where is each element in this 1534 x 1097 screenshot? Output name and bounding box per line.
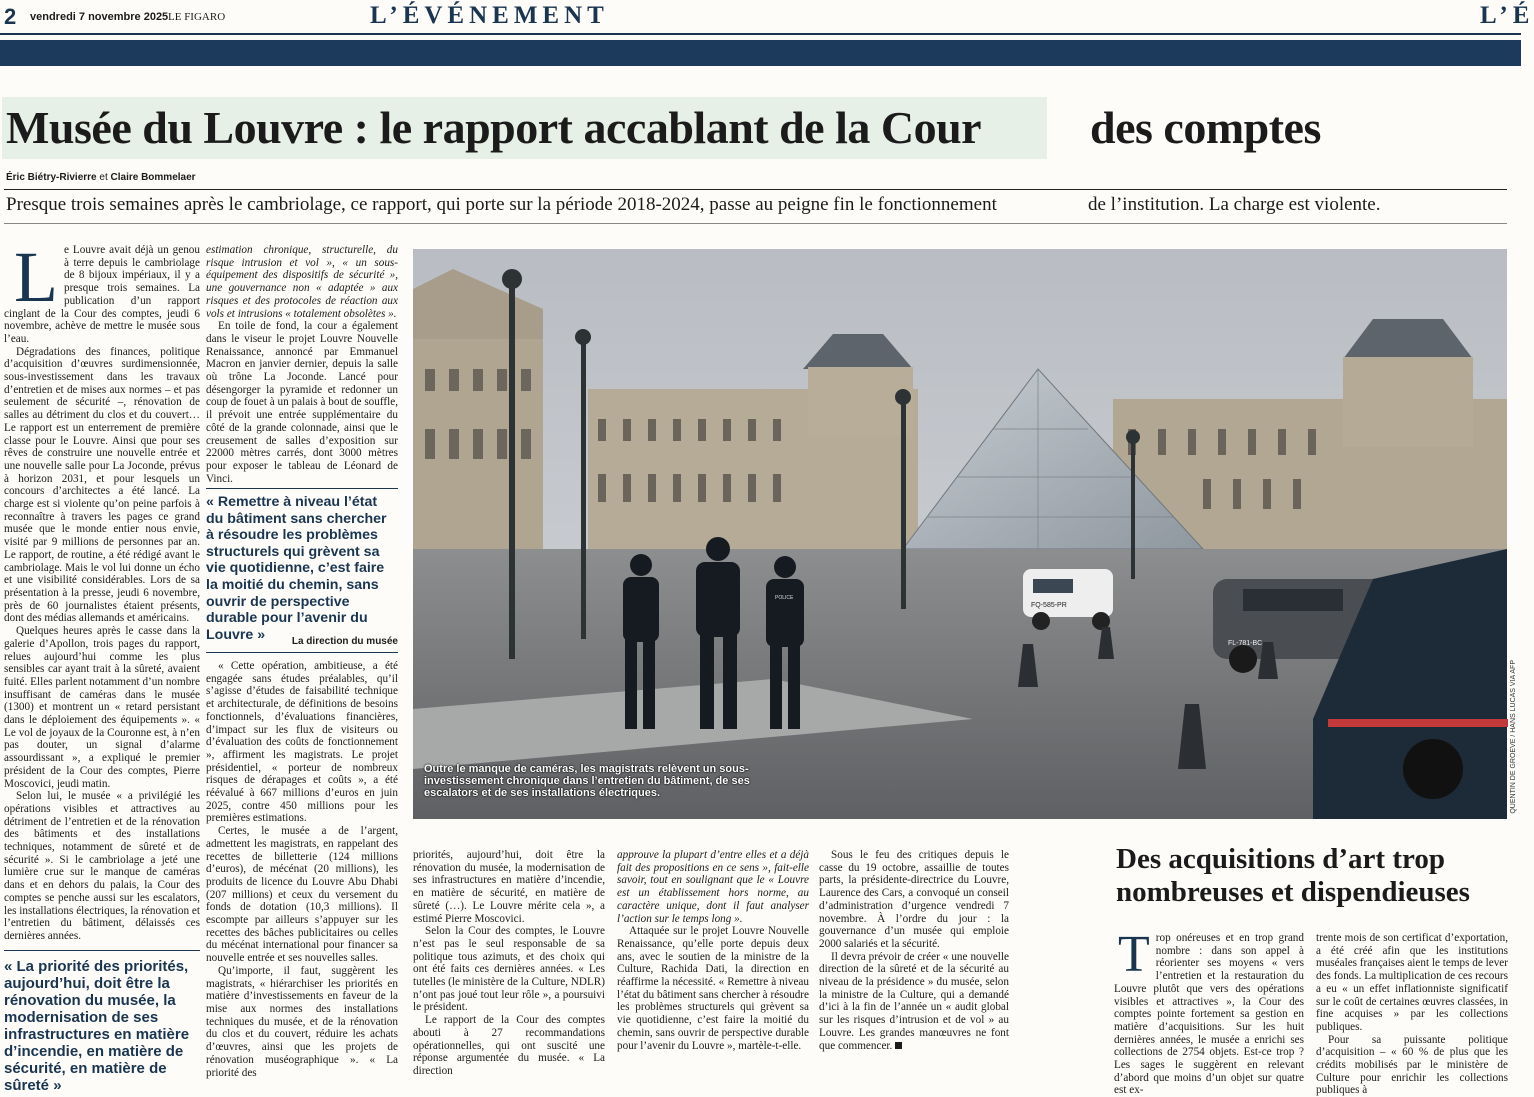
louvre-courtyard-image xyxy=(413,249,1507,819)
paragraph: Dégradations des finances, politique d’acquisition d’œuvres surdimensionnée, sous-investissement dans les travaux d’entretien et de mises aux normes – et pas seulement de sécurité –, rénovation de salles au détriment du clos et du couvert… Le rapport est un enterrement de première classe pour le Louvre. Ainsi que pour ses rêves de construire une nouvelle entrée et une nouvelle salle pour La Joconde, prévus à horizon 2031, et pour lesquels un concours d’architectes a été lancé. La charge est si violente qu’on peine parfois à reconnaître à travers les pages ce grand musée que le monde entier nous envie, visité par 9 millions de personnes par an. Le rapport, de routine, a été rédigé avant le cambriolage. Mais le vol lui donne un écho et une visibilité considérables. Lors de sa présentation à la presse, jeudi 6 novembre, près de 60 journalistes étaient présents, dont des médias allemands et américains. xyxy=(4,345,200,625)
paragraph: estimation chronique, structurelle, du risque intrusion et vol », « un sous-équipement des dispositifs de sécurité », une gouvernance non « adaptée » aux risques et des protocoles de réaction aux vols et intrusions « totalement obsolètes ». xyxy=(206,244,398,320)
byline xyxy=(6,172,196,183)
section-title: L’ÉVÉNEMENT xyxy=(370,2,609,29)
pullquote-attribution: La direction du musée xyxy=(291,636,398,647)
paragraph xyxy=(819,951,1009,1053)
page-number: 2 xyxy=(4,4,17,29)
paragraph-text: Il devra prévoir de créer « une nouvelle direction de la sûreté et de la sécurité au niveau de la présidence » du musée, selon la ministre de la Culture, qui a demandé d’ici à la fin de l’année un « audit global sur les risques d’intrusion et de vol » au Louvre. Les grandes manœuvres ne font que commencer. xyxy=(819,950,1009,1052)
box-headline: Des acquisitions d’art trop nombreuses et dispendieuses xyxy=(1116,843,1470,908)
headline-right: des comptes xyxy=(1090,102,1321,153)
section-title-right: L’É xyxy=(1480,2,1534,29)
article-column-5 xyxy=(819,849,1009,1052)
deck-rule xyxy=(4,223,1507,224)
paragraph: Selon la Cour des comptes, le Louvre n’est pas le seul responsable de sa politique tous azimuts, et des choix qui ont été faits ces dernières années. « Les tutelles (le ministère de la Culture, NDLR) n’ont pas joué tout leur rôle », a poursuivi le président. xyxy=(413,925,605,1014)
issue-date: vendredi 7 novembre 2025 xyxy=(30,11,169,23)
header-rule xyxy=(0,33,1521,35)
header-band xyxy=(0,40,1521,66)
louvre-photo xyxy=(413,249,1507,819)
pullquote-rule xyxy=(206,652,398,653)
pullquote-rule xyxy=(4,950,200,951)
headline-rule xyxy=(4,189,1507,190)
end-mark xyxy=(895,1042,902,1049)
paragraph: Le rapport de la Cour des comptes abouti à 27 recommandations opérationnelles, qui ont suscité une réponse argumentée du musée. « La direction xyxy=(413,1014,605,1077)
byline-author-2: Claire Bommelaer xyxy=(110,172,196,183)
paragraph: rop onéreuses et en trop grand nombre : dans son appel à réorienter ses moyens « vers l’entretien et la restauration du Louvre plutôt que vers des opérations visibles et attractives », la Cour des comptes pointe fortement sa gestion en matière d’acquisitions. Sur les huit dernières années, le musée a enrichi ses collections de 2754 objets. Est-ce trop ? Les sages le suggèrent en relevant d’abord que moins d’un objet sur quatre est ex- xyxy=(1114,932,1304,1097)
paragraph: approuve la plupart d’entre elles et a déjà fait des propositions en ce sens », fait-elle savoir, tout en soulignant que le « Louvre est un établissement hors norme, au caractère unique, dont il faut analyser l’action sur le temps long ». xyxy=(617,849,809,925)
paragraph: priorités, aujourd’hui, doit être la rénovation du musée, la modernisation de ses infrastructures en matière d’incendie, en matière de sécurité, en matière de sûreté (…). Le Louvre mérite cela », a estimé Pierre Moscovici. xyxy=(413,849,605,925)
deck-right: de l’institution. La charge est violente. xyxy=(1088,194,1381,215)
paragraph: Selon lui, le musée « a privilégié les opérations visibles et attractives au détriment de l’entretien et de la rénovation des bâtiments et des installations techniques, notamment de sûreté et de sécurité ». Si le cambriolage a jeté une lumière crue sur le manque de caméras dans et en dehors du palais, la Cour des comptes se penche aussi sur les escalators, les installations électriques, la rénovation et l’entretien du bâtiment, délaissés ces dernières années. xyxy=(4,790,200,942)
pullquote-1: « La priorité des priorités, aujourd’hui, doit être la rénovation du musée, la modernisation de ses infrastructures en matière d’incendie, en matière de sécurité, en matière de sûreté » xyxy=(4,958,190,1094)
article-column-2b xyxy=(206,660,398,1079)
paragraph: Sous le feu des critiques depuis le casse du 19 octobre, assaillie de toutes parts, la présidente-directrice du Louvre, Laurence des Cars, a convoqué un conseil d’administration d’urgence vendredi 7 novembre. À l’ordre du jour : la gouvernance d’un musée qui emploie 2000 salariés et la sécurité. xyxy=(819,849,1009,950)
headline-left: Musée du Louvre : le rapport accablant de la Cour xyxy=(6,102,982,153)
police-label: POLICE xyxy=(775,595,794,601)
box-dropcap: T xyxy=(1118,926,1150,983)
paragraph: Qu’importe, il faut, suggèrent les magistrats, « hiérarchiser les priorités en matière d’investissements en faveur de la mise aux normes des installations techniques du musée, et de la rénovation du clos et du couvert, réduire les achats d’œuvres, ainsi que les projets de rénovation muséographique ». « La priorité des xyxy=(206,964,398,1079)
newspaper-name: LE FIGARO xyxy=(168,11,226,23)
pullquote-rule xyxy=(206,488,398,489)
pullquote-2: « Remettre à niveau l’état du bâtiment sans chercher à résoudre les problèmes structurels qui grèvent sa vie quotidienne, c’est faire la moitié du chemin, sans ouvrir de perspective durable pour l’avenir du Louvre » xyxy=(206,494,387,643)
paragraph: En toile de fond, la cour a également dans le viseur le projet Louvre Nouvelle Renaissance, annoncé par Emmanuel Macron en janvier dernier, depuis la salle où trône La Joconde. Lancé pour désengorger la pyramide et redonner un coup de fouet à un palais à bout de souffle, il prévoit une entrée supplémentaire du côté de la grande colonnade, ainsi que le creusement de salles d’exposition sur 22000 mètres carrés, dont 3000 mètres pour exposer le tableau de Léonard de Vinci. xyxy=(206,320,398,485)
plate-1: FQ-585-PR xyxy=(1031,602,1067,609)
photo-credit: QUENTIN DE GROEVE / HANS LUCAS VIA AFP xyxy=(1510,660,1517,814)
paragraph: trente mois de son certificat d’exportation, a été créé afin que les institutions muséales françaises aient le temps de lever des fonds. La multiplication de ces recours a eu « un effet inflationniste significatif sur le coût de certaines œuvres classées, in fine acquises » par les collections publiques. xyxy=(1316,932,1508,1033)
plate-2: FL-781-BC xyxy=(1228,640,1263,647)
article-column-1 xyxy=(4,237,200,943)
paragraph: Certes, le musée a de l’argent, admettent les magistrats, en rappelant des recettes de billetterie (124 millions d’euros), de mécénat (20 millions), les produits de licence du Louvre Abu Dhabi (207 millions) et ceux du versement du fonds de dotation (10,3 millions). Il escompte par ailleurs s’appuyer sur les recettes des bâches publicitaires ou celles du mécénat international pour financer sa nouvelle entrée et ses nouvelles salles. xyxy=(206,825,398,965)
byline-author-1: Éric Biétry-Rivierre xyxy=(6,172,97,183)
byline-conjunction: et xyxy=(99,172,108,183)
box-column-1 xyxy=(1114,926,1304,1097)
paragraph: e Louvre avait déjà un genou à terre depuis le cambriolage de 8 bijoux impériaux, il y a presque trois semaines. La publication d’un rapport cinglant de la Cour des comptes, jeudi 6 novembre, achève de mettre le musée sous l’eau. xyxy=(4,244,200,345)
box-column-2 xyxy=(1316,932,1508,1097)
photo-caption: Outre le manque de caméras, les magistrats relèvent un sous-investissement chronique dans l’entretien du bâtiment, de ses escalators et de ses installations électriques. xyxy=(424,763,750,799)
paragraph: Quelques heures après le casse dans la galerie d’Apollon, trois pages du rapport, relues aujourd’hui comme les plus sensibles car ayant trait à la sûreté, avaient fuité. Elles parlent notamment d’un nombre insuffisant de caméras dans le musée (1300) et montrent un « retard persistant dans le déploiement des équipements ». « Le vol de joyaux de la Couronne est, à n’en pas douter, un signal d’alarme assourdissant », a expliqué le premier président de la Cour des comptes, Pierre Moscovici, jeudi matin. xyxy=(4,625,200,790)
article-column-2 xyxy=(206,244,398,485)
dropcap: L xyxy=(14,237,58,317)
article-column-4 xyxy=(617,849,809,1052)
deck-left: Presque trois semaines après le cambriolage, ce rapport, qui porte sur la période 2018-2024, passe au peigne fin le fonctionnement xyxy=(6,194,997,215)
paragraph: « Cette opération, ambitieuse, a été engagée sans études préalables, qu’il s’agisse d’études de faisabilité technique et architecturale, de définitions de besoins fonctionnels, d’évaluations financières, d’impact sur les flux de visiteurs ou d’évaluation des coûts de fonctionnement », affirment les magistrats. Le projet présidentiel, « porteur de nombreux risques de dérapages et coûts », a été réévalué à 667 millions d’euros en juin 2025, contre 450 millions pour les premières estimations. xyxy=(206,660,398,825)
paragraph: Attaquée sur le projet Louvre Nouvelle Renaissance, qu’elle porte depuis deux ans, avec le soutien de la ministre de la Culture, Rachida Dati, la direction en réaffirme la nécessité. « Remettre à niveau l’état du bâtiment sans chercher à résoudre les problèmes structurels qui grèvent sa vie quotidienne, c’est faire la moitié du chemin, sans ouvrir de perspective durable pour l’avenir du Louvre », martèle-t-elle. xyxy=(617,925,809,1052)
paragraph: Pour sa puissante politique d’acquisition – « 60 % de plus que les crédits mobilisés par le ministère de Culture pour enrichir les collections publiques à xyxy=(1316,1033,1508,1097)
article-column-3 xyxy=(413,849,605,1078)
